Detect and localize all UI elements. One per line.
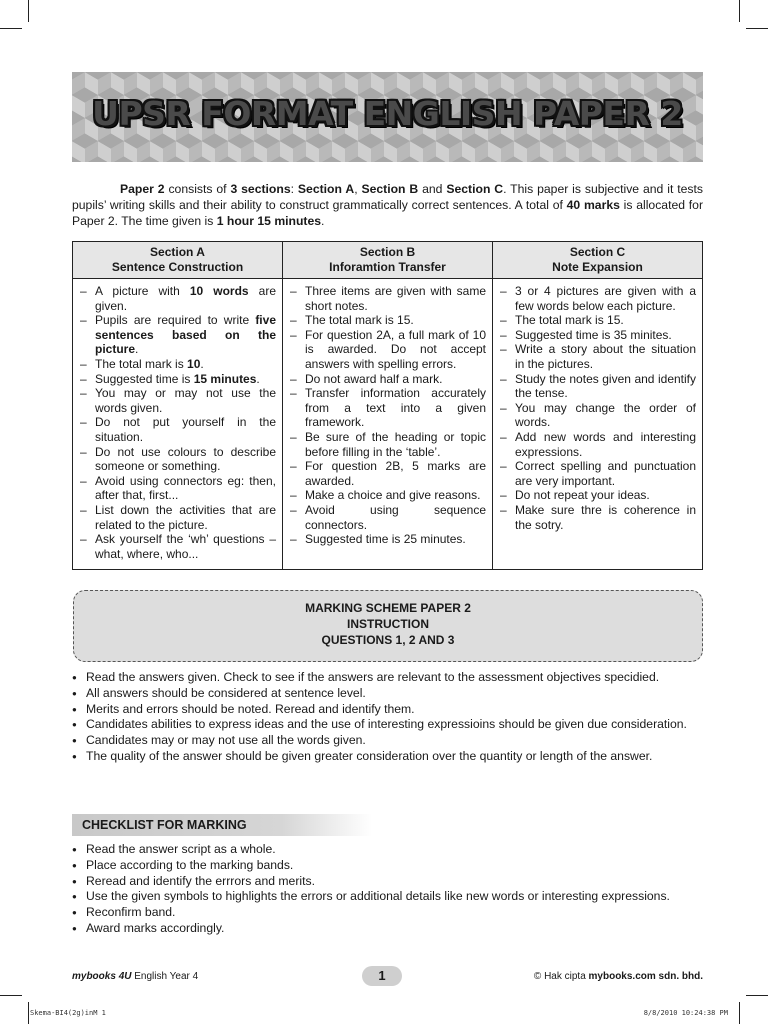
intro-text: 40 marks: [566, 197, 620, 212]
brand-number: 4U: [118, 971, 132, 982]
list-item: – Be sure of the heading or topic before filling in the ‘table’.: [289, 430, 486, 459]
section-b-header: [283, 242, 493, 279]
section-a-subtitle: Sentence Construction: [111, 260, 244, 274]
crop-mark: [739, 0, 740, 22]
list-item: – Do not use colours to describe someone or something.: [79, 445, 276, 474]
sections-table: [72, 241, 703, 570]
list-item: ● Candidates may or may not use all the words given.: [72, 733, 703, 749]
list-item: – A picture with 10 words are given.: [79, 284, 276, 313]
list-item: ● Read the answer script as a whole.: [72, 842, 703, 858]
sections-body-row: [73, 279, 703, 570]
sections-header-row: [73, 242, 703, 279]
intro-text: Section A: [297, 182, 355, 196]
section-a-title: Section A: [150, 245, 205, 259]
section-c-header: [493, 242, 703, 279]
intro-text: Section B: [361, 182, 419, 196]
list-item: ● Place according to the marking bands.: [72, 858, 703, 874]
list-item: – Avoid using sequence connectors.: [289, 503, 486, 532]
checklist-items: [72, 842, 703, 937]
list-item: – Pupils are required to write five sentences based on the picture.: [79, 313, 276, 357]
list-item: – Do not repeat your ideas.: [499, 488, 696, 503]
intro-text: 3 sections: [230, 182, 291, 196]
crop-mark: [0, 28, 22, 29]
list-item: – Avoid using connectors eg: then, after that, first...: [79, 474, 276, 503]
section-a-header: [73, 242, 283, 279]
section-a-notes: [73, 279, 283, 570]
list-item: – Three items are given with same short notes.: [289, 284, 486, 313]
list-item: – Do not award half a mark.: [289, 372, 486, 387]
intro-text: . This paper is subjective and it tests pupils’ writing skills and their ability to construct grammatically correct sentences. A total of: [72, 182, 703, 212]
list-item: ● All answers should be considered at sentence level.: [72, 686, 703, 702]
marking-scheme-title: MARKING SCHEME PAPER 2: [305, 601, 471, 615]
page-number: 1: [362, 966, 402, 986]
list-item: – The total mark is 15.: [289, 313, 486, 328]
checklist-heading: CHECKLIST FOR MARKING: [72, 814, 372, 836]
list-item: – Make a choice and give reasons.: [289, 488, 486, 503]
section-b-notes: [283, 279, 493, 570]
list-item: ● The quality of the answer should be given greater consideration over the quantity or length of the answer.: [72, 749, 703, 765]
list-item: – Do not put yourself in the situation.: [79, 415, 276, 444]
list-item: – Add new words and interesting expressions.: [499, 430, 696, 459]
crop-mark: [739, 1002, 740, 1024]
list-item: ● Merits and errors should be noted. Reread and identify them.: [72, 702, 703, 718]
list-item: ● Reread and identify the errrors and merits.: [72, 874, 703, 890]
section-c-notes: [493, 279, 703, 570]
footer-copyright: [534, 971, 703, 982]
marking-scheme-questions: QUESTIONS 1, 2 AND 3: [321, 633, 455, 647]
marking-scheme-subtitle: INSTRUCTION: [347, 617, 429, 631]
intro-text: ,: [354, 182, 362, 196]
print-slug-right: 8/8/2010 10:24:38 PM: [643, 1009, 728, 1017]
intro-text: Paper 2: [120, 182, 165, 196]
list-item: – 3 or 4 pictures are given with a few words below each picture.: [499, 284, 696, 313]
list-item: – For question 2A, a full mark of 10 is awarded. Do not accept answers with spelling errors.: [289, 328, 486, 372]
list-item: ● Candidates abilities to express ideas and the use of interesting expressioins should be given due consideration.: [72, 717, 703, 733]
copyright-prefix: © Hak cipta: [533, 971, 589, 982]
list-item: – For question 2B, 5 marks are awarded.: [289, 459, 486, 488]
page-footer: [72, 966, 703, 986]
intro-text: Section C: [446, 182, 504, 196]
section-b-title: Section B: [359, 245, 416, 259]
list-item: – Correct spelling and punctuation are very important.: [499, 459, 696, 488]
list-item: – Suggested time is 35 minites.: [499, 328, 696, 343]
list-item: – The total mark is 15.: [499, 313, 696, 328]
list-item: – Write a story about the situation in the pictures.: [499, 342, 696, 371]
footer-brand: [72, 971, 198, 982]
marking-scheme-points: [72, 670, 703, 765]
title-banner: [72, 72, 703, 162]
list-item: – Suggested time is 25 minutes.: [289, 532, 486, 547]
intro-text: :: [290, 182, 298, 196]
list-item: – The total mark is 10.: [79, 357, 276, 372]
crop-mark: [746, 28, 768, 29]
intro-paragraph: [72, 182, 703, 229]
intro-text: 1 hour 15 minutes: [216, 213, 322, 228]
list-item: ● Read the answers given. Check to see if the answers are relevant to the assessment objectives specidied.: [72, 670, 703, 686]
list-item: – List down the activities that are related to the picture.: [79, 503, 276, 532]
intro-text: and: [418, 182, 447, 196]
list-item: ● Reconfirm band.: [72, 905, 703, 921]
list-item: – Suggested time is 15 minutes.: [79, 372, 276, 387]
page-title: UPSR FORMAT ENGLISH PAPER 2: [92, 94, 683, 133]
section-c-subtitle: Note Expansion: [552, 260, 643, 274]
list-item: – Make sure thre is coherence in the sotry.: [499, 503, 696, 532]
intro-text: consists of: [164, 182, 231, 196]
intro-text: .: [321, 213, 325, 228]
list-item: – You may change the order of words.: [499, 401, 696, 430]
list-item: ● Award marks accordingly.: [72, 921, 703, 937]
print-slug-left: Skema-BI4(2g)inM 1: [30, 1009, 106, 1017]
list-item: – Transfer information accurately from a text into a given framework.: [289, 386, 486, 430]
crop-mark: [746, 995, 768, 996]
intro-text: is allocated for Paper 2. The time given is: [72, 197, 704, 228]
crop-mark: [28, 1002, 29, 1024]
list-item: – Ask yourself the ‘wh’ questions – what, where, who...: [79, 532, 276, 561]
list-item: ● Use the given symbols to highlights the errors or additional details like new words or interesting expressions.: [72, 889, 703, 905]
marking-scheme-box: [73, 590, 703, 662]
crop-mark: [28, 0, 29, 22]
crop-mark: [0, 995, 22, 996]
list-item: – You may or may not use the words given.: [79, 386, 276, 415]
copyright-owner: mybooks.com sdn. bhd.: [588, 971, 703, 982]
section-c-title: Section C: [569, 245, 626, 259]
section-b-subtitle: Inforamtion Transfer: [329, 260, 446, 274]
list-item: – Study the notes given and identify the tense.: [499, 372, 696, 401]
brand-name: mybooks: [72, 971, 116, 982]
brand-subtitle: English Year 4: [134, 971, 199, 982]
